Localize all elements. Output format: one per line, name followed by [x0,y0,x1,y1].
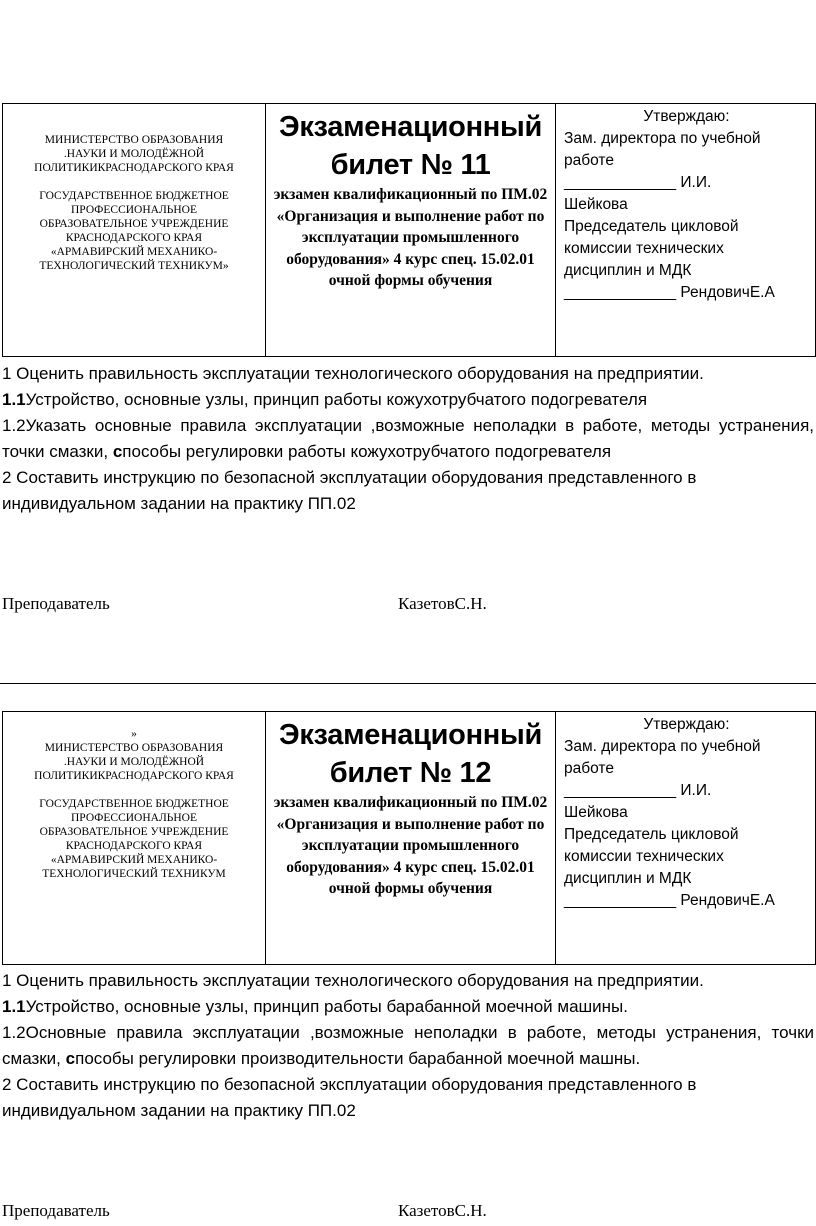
institution-cell [3,712,266,965]
college-line: ОБРАЗОВАТЕЛЬНОЕ УЧРЕЖДЕНИЕ [39,218,229,230]
question-1-2 [2,413,814,465]
exam-description: экзамен квалификационный по ПМ.02 «Организация и выполнение работ по эксплуатации промышленного оборудования» 4 курс спец. 15.02.01 очной формы обучения [273,186,548,289]
approve-line: Зам. директора по учебной [564,130,761,147]
college-line: «АРМАВИРСКИЙ МЕХАНИКО- [50,246,218,258]
ticket-number: билет № 12 [329,757,492,789]
question-text: Устройство, основные узлы, принцип работы барабанной моечной машины. [25,997,629,1016]
question-number: 1.1 [2,390,26,409]
approve-heading: Утверждаю: [643,716,730,733]
ticket-header-table [2,711,816,965]
approve-line: работе [564,152,614,169]
ministry-prefix: » [131,728,137,740]
approve-line: Председатель цикловой [564,218,739,235]
college-line: ГОСУДАРСТВЕННОЕ БЮДЖЕТНОЕ [39,190,229,202]
signature-line: _____________ И.И. [564,782,712,799]
question-1: 1 Оценить правильность эксплуатации технологического оборудования на предприятии. [2,971,704,990]
teacher-label: Преподаватель [2,594,110,613]
ministry-line: МИНИСТЕРСТВО ОБРАЗОВАНИЯ [44,742,224,754]
ministry-line: .НАУКИ И МОЛОДЁЖНОЙ [63,148,205,160]
question-2: 2 Составить инструкцию по безопасной эксплуатации оборудования представленного в индивидуальном задании на практику ПП.02 [2,468,697,513]
ministry-line: МИНИСТЕРСТВО ОБРАЗОВАНИЯ [44,134,224,146]
ticket-header-table [2,103,816,357]
question-text: 1.2Основные правила эксплуатации ,возможные неполадки в работе, методы устранения, точки смазки, [2,1023,814,1068]
signature-line: _____________ РендовичЕ.А [564,892,775,909]
college-line: ГОСУДАРСТВЕННОЕ БЮДЖЕТНОЕ [39,798,229,810]
ticket-divider [0,683,816,684]
question-text: 1.2Указать основные правила эксплуатации ,возможные неполадки в работе, методы устранения, точки смазки, [2,416,814,461]
teacher-label: Преподаватель [2,1201,110,1220]
ticket-questions [2,968,814,1124]
teacher-name: КазетовС.Н. [398,594,487,613]
ticket-number: билет № 11 [330,149,491,181]
institution-cell [3,104,266,357]
ministry-line: ПОЛИТИКИКРАСНОДАРСКОГО КРАЯ [34,770,234,782]
college-line: ОБРАЗОВАТЕЛЬНОЕ УЧРЕЖДЕНИЕ [39,826,229,838]
approve-line: дисциплин и МДК [564,870,692,887]
college-line: «АРМАВИРСКИЙ МЕХАНИКО- [50,854,218,866]
question-number: 1.1 [2,997,26,1016]
college-line: ПРОФЕССИОНАЛЬНОЕ [71,204,197,216]
college-line: КРАСНОДАРСКОГО КРАЯ [65,232,203,244]
question-2: 2 Составить инструкцию по безопасной эксплуатации оборудования представленного в индивидуальном задании на практику ПП.02 [2,1075,697,1120]
question-text: Устройство, основные узлы, принцип работы кожухотрубчатого подогревателя [25,390,648,409]
college-line: ТЕХНОЛОГИЧЕСКИЙ ТЕХНИКУМ» [39,260,229,272]
college-line: ТЕХНОЛОГИЧЕСКИЙ ТЕХНИКУМ [42,868,226,880]
question-1-2 [2,1020,814,1072]
signature-line: _____________ И.И. [564,174,712,191]
approve-line: Зам. директора по учебной [564,738,761,755]
question-text: пособы регулировки работы кожухотрубчатого подогревателя [122,442,612,461]
approve-line: дисциплин и МДК [564,262,692,279]
teacher-row [2,594,487,614]
approve-line: комиссии технических [564,848,724,865]
approval-cell [556,104,816,357]
ticket-questions [2,361,814,517]
college-line: ПРОФЕССИОНАЛЬНОЕ [71,812,197,824]
question-text: пособы регулировки производительности барабанной моечной машны. [75,1049,641,1068]
question-text-bold: с [112,442,123,461]
approve-line: работе [564,760,614,777]
title-cell [266,104,556,357]
question-text-bold: с [65,1049,76,1068]
question-1: 1 Оценить правильность эксплуатации технологического оборудования на предприятии. [2,364,704,383]
question-1-1 [2,387,814,413]
signature-line: _____________ РендовичЕ.А [564,284,775,301]
exam-description: экзамен квалификационный по ПМ.02 «Организация и выполнение работ по эксплуатации промышленного оборудования» 4 курс спец. 15.02.01 очной формы обучения [273,794,548,897]
ticket-title: Экзаменационный [278,719,543,751]
teacher-name: КазетовС.Н. [398,1201,487,1220]
title-cell [266,712,556,965]
teacher-row [2,1201,487,1221]
approve-line: комиссии технических [564,240,724,257]
approval-cell [556,712,816,965]
college-line: КРАСНОДАРСКОГО КРАЯ [65,840,203,852]
ticket-title: Экзаменационный [278,111,543,143]
approve-line: Председатель цикловой [564,826,739,843]
question-1-1 [2,994,814,1020]
ministry-line: .НАУКИ И МОЛОДЁЖНОЙ [63,756,205,768]
ministry-line: ПОЛИТИКИКРАСНОДАРСКОГО КРАЯ [34,162,234,174]
approve-line: Шейкова [564,804,628,821]
approve-line: Шейкова [564,196,628,213]
approve-heading: Утверждаю: [643,108,730,125]
